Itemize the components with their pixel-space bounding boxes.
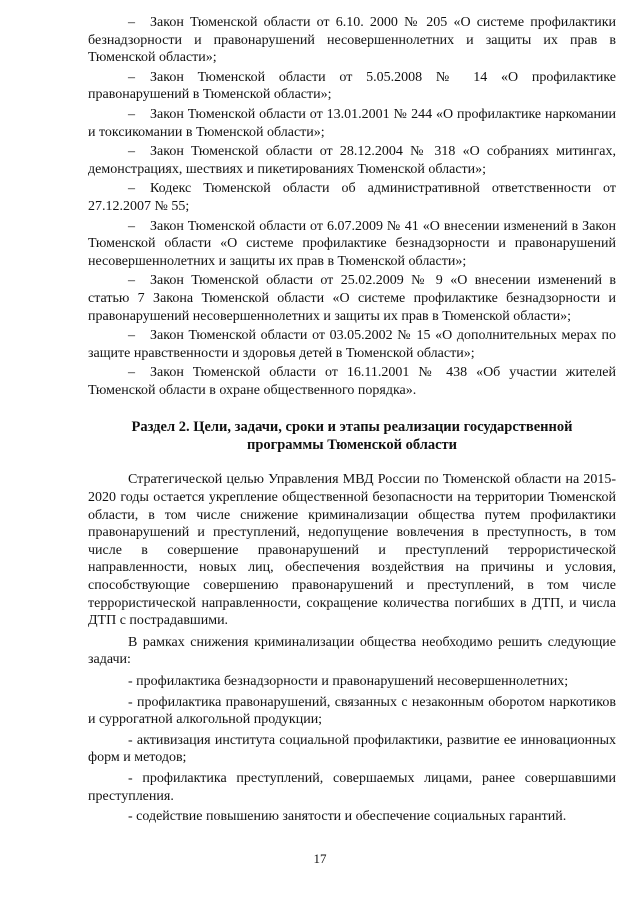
law-item xyxy=(88,180,616,215)
law-text: Кодекс Тюменской области об административной ответственности от 27.12.2007 № 55; xyxy=(88,181,616,214)
law-text: Закон Тюменской области от 6.10. 2000 № 205 «О системе профилактики безнадзорности и правонарушений несовершеннолетних и защиты их прав в Тюменской области»; xyxy=(88,15,616,66)
law-item xyxy=(88,69,616,104)
law-item xyxy=(88,364,616,399)
goal-paragraph: Стратегической целью Управления МВД России по Тюменской области на 2015-2020 годы остается укрепление общественной безопасности на территории Тюменской области, в том числе снижение криминализации общества путем профилактики правонарушений и преступлений, недопущение вовлечения в преступность, в том числе в совершение правонарушений и преступлений террористической направленности, новых лиц, обеспечения воздействия на причины и условия, способствующие совершению правонарушений и преступлений, в том числе террористической направленности, сокращение количества погибших в ДТП, и числа ДТП с пострадавшими. xyxy=(88,472,616,629)
section-heading: Раздел 2. Цели, задачи, сроки и этапы реализации государственной программы Тюменской области xyxy=(131,419,573,454)
law-item xyxy=(88,14,616,67)
law-text: Закон Тюменской области от 5.05.2008 № 14 «О профилактике правонарушений в Тюменской области»; xyxy=(88,69,616,103)
task-item: - активизация института социальной профилактики, развитие ее инновационных форм и методов; xyxy=(88,732,616,766)
list-dash: – xyxy=(128,106,135,122)
law-text: Закон Тюменской области от 13.01.2001 № 244 «О профилактике наркомании и токсикомании в Тюменской области»; xyxy=(88,106,616,140)
tasks-intro-paragraph: В рамках снижения криминализации общества необходимо решить следующие задачи: xyxy=(88,634,616,668)
law-item xyxy=(88,106,616,141)
task-item: - содействие повышению занятости и обеспечение социальных гарантий. xyxy=(128,809,567,825)
list-dash: – xyxy=(128,273,135,289)
list-dash: – xyxy=(128,15,135,30)
law-text: Закон Тюменской области от 6.07.2009 № 41 «О внесении изменений в Закон Тюменской области «О системе профилактике безнадзорности и правонарушений несовершеннолетних и защиты их прав в Тюменской области»; xyxy=(88,218,616,269)
list-dash: – xyxy=(128,144,135,160)
law-text: Закон Тюменской области от 28.12.2004 № 318 «О собраниях митингах, демонстрациях, шествиях и пикетированиях Тюменской области»; xyxy=(88,144,616,177)
list-dash: – xyxy=(128,328,135,344)
law-item xyxy=(88,272,616,325)
list-dash: – xyxy=(128,365,135,381)
list-dash: – xyxy=(128,69,135,85)
law-item xyxy=(88,143,616,178)
list-dash: – xyxy=(128,218,135,234)
law-text: Закон Тюменской области от 03.05.2002 № 15 «О дополнительных мерах по защите нравственности и здоровья детей в Тюменской области»; xyxy=(88,328,616,361)
law-item xyxy=(88,218,616,271)
law-text: Закон Тюменской области от 25.02.2009 № 9 «О внесении изменений в статью 7 Закона Тюменской области «О системе профилактике безнадзорности и правонарушений несовершеннолетних и защиты их прав в Тюменской области»; xyxy=(88,273,616,324)
list-dash: – xyxy=(128,181,135,197)
task-item: - профилактика безнадзорности и правонарушений несовершеннолетних; xyxy=(128,674,569,689)
legislation-list xyxy=(88,14,616,399)
law-text: Закон Тюменской области от 16.11.2001 № 438 «Об участии жителей Тюменской области в охране общественного порядка». xyxy=(88,365,616,398)
page-number: 17 xyxy=(313,851,327,866)
law-item xyxy=(88,327,616,362)
task-item: - профилактика правонарушений, связанных с незаконным оборотом наркотиков и суррогатной алкогольной продукции; xyxy=(88,694,616,728)
task-item: - профилактика преступлений, совершаемых лицами, ранее совершавшими преступления. xyxy=(88,770,616,804)
tasks-list xyxy=(88,673,616,826)
